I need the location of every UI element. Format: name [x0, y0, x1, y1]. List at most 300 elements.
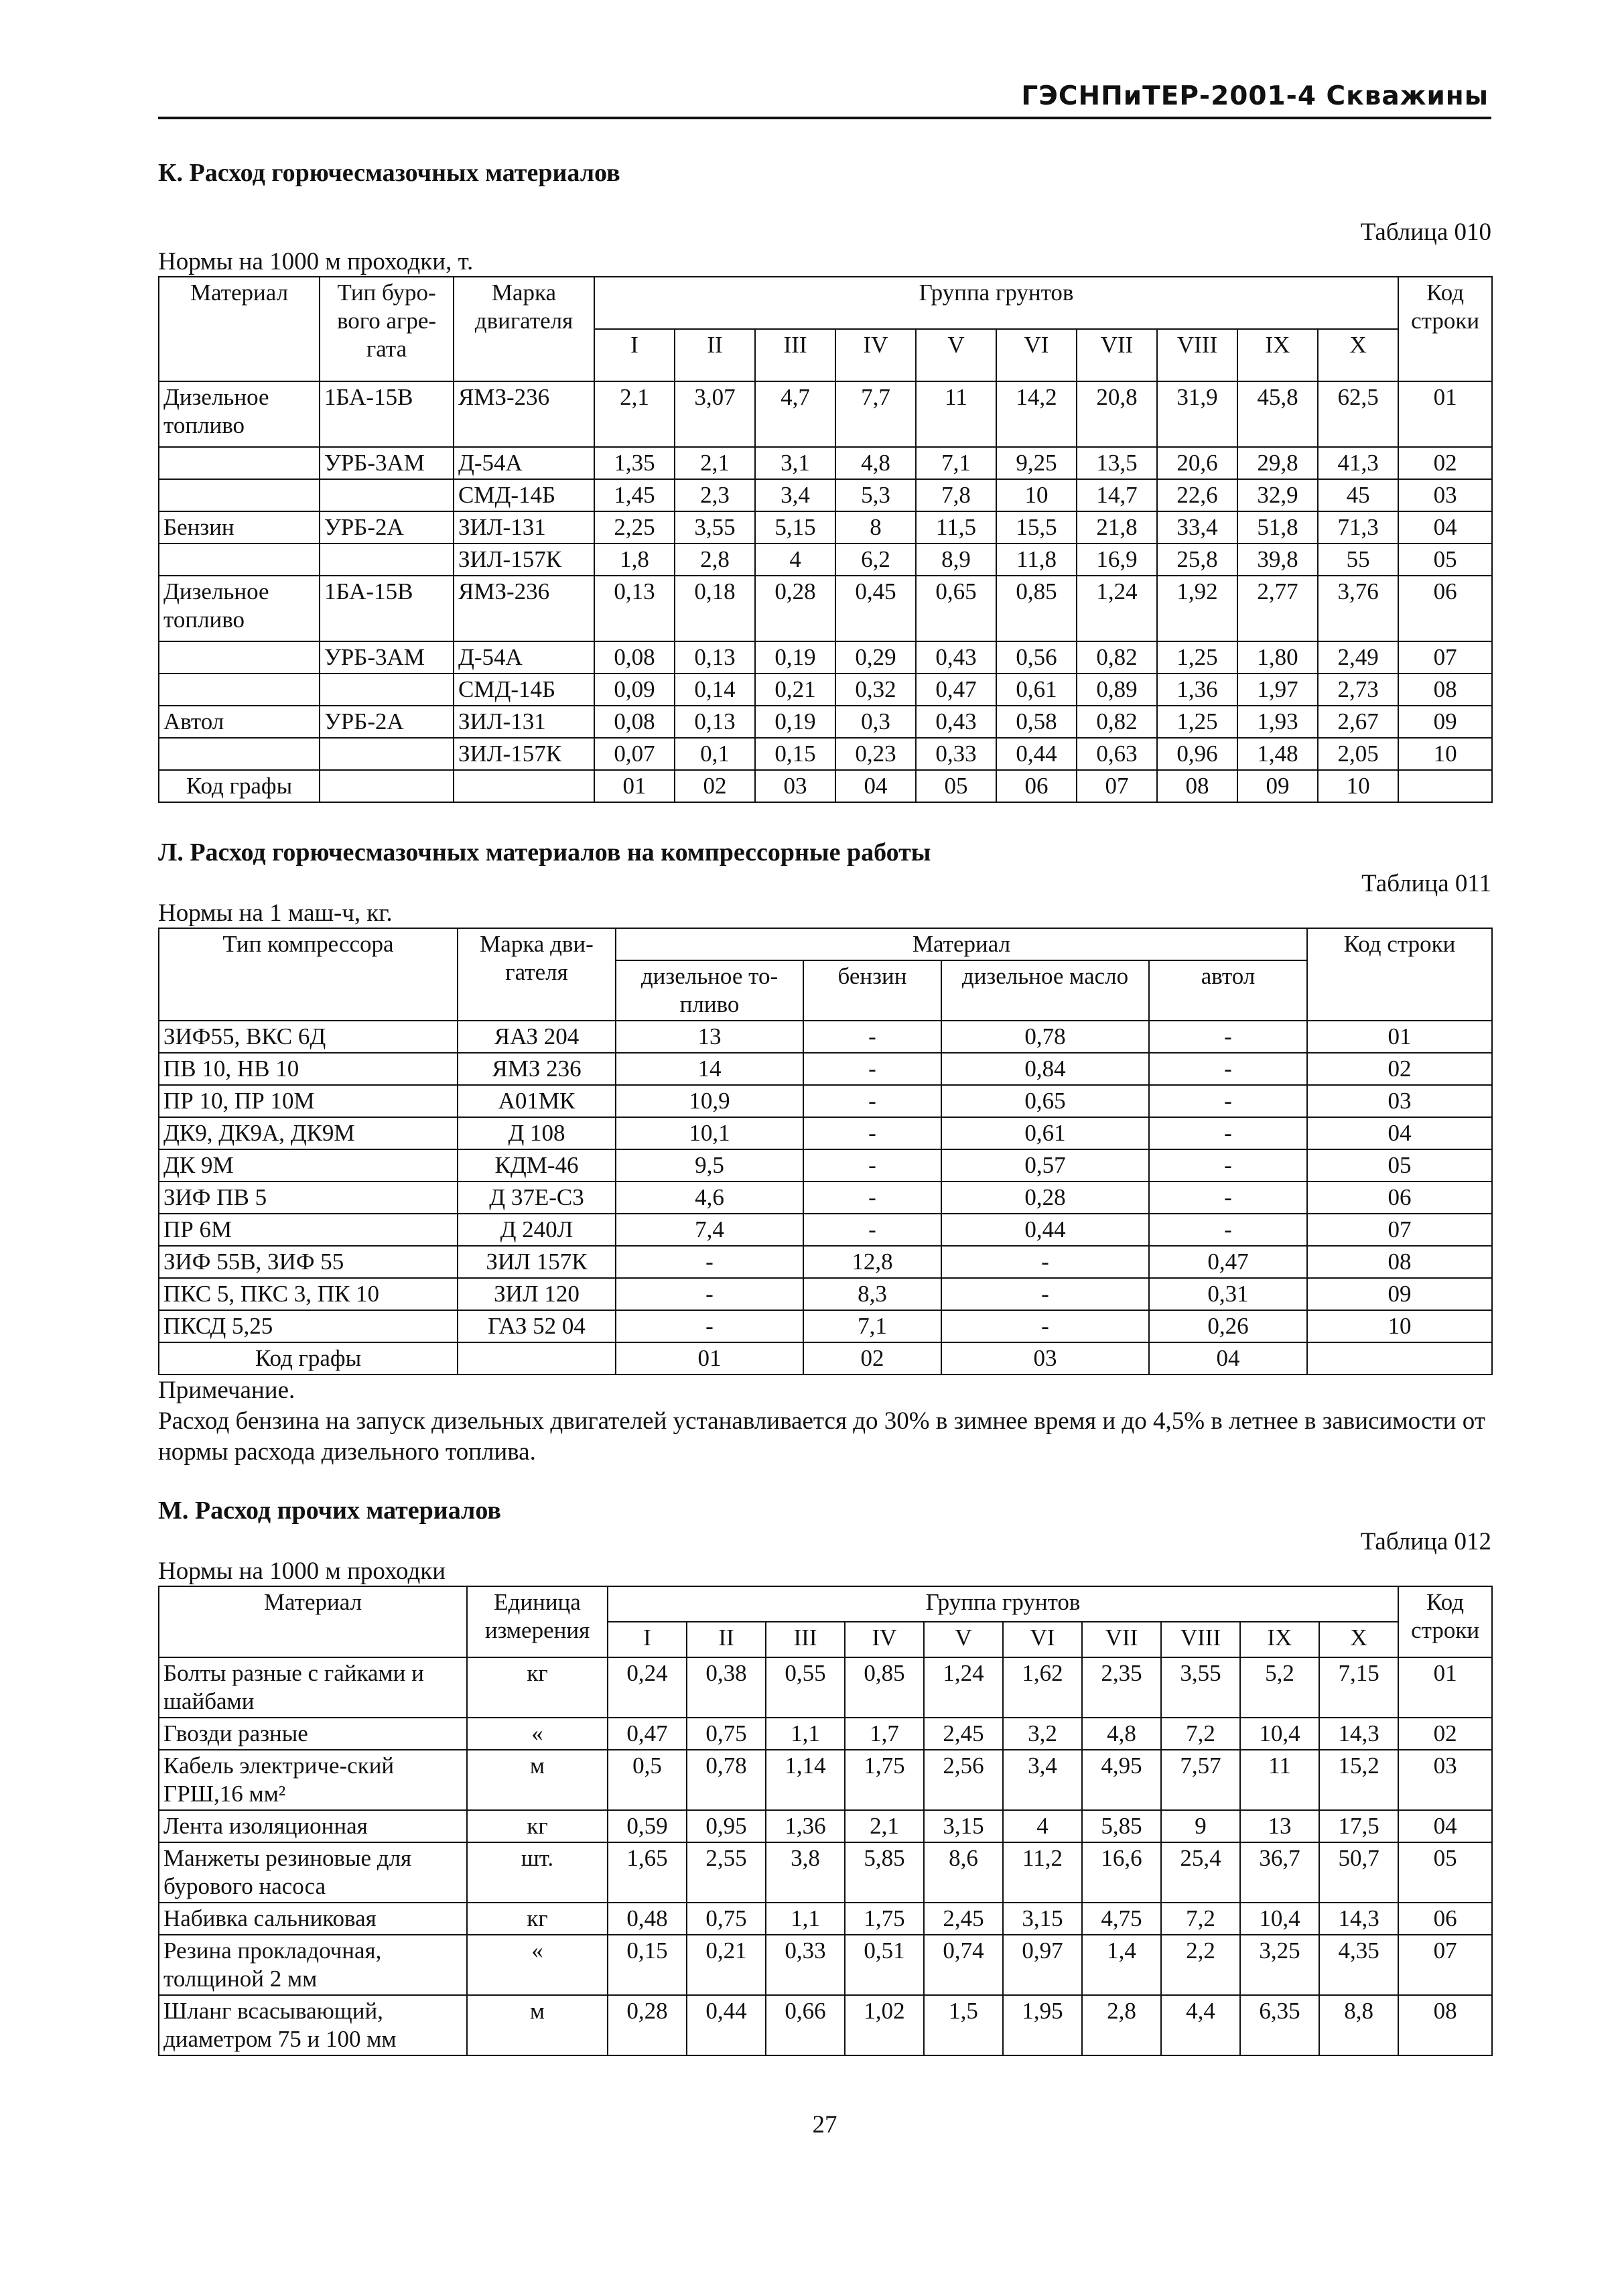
value-cell: - — [1149, 1021, 1307, 1053]
value-cell: 0,15 — [755, 738, 835, 770]
value-cell: 1,24 — [924, 1657, 1003, 1718]
value-cell: 0,18 — [675, 576, 755, 641]
page-header: ГЭСНПиТЕР-2001-4 Скважины — [158, 80, 1491, 119]
value-cell: - — [941, 1246, 1149, 1278]
table-010-norms: Нормы на 1000 м проходки, т. — [158, 248, 474, 275]
value-cell: 0,47 — [608, 1718, 687, 1750]
value-cell: 0,48 — [608, 1903, 687, 1935]
value-cell: 1,97 — [1237, 674, 1318, 706]
unit-cell: кг — [467, 1810, 608, 1842]
value-cell: 8,3 — [803, 1278, 941, 1310]
engine-cell: ЗИЛ-131 — [454, 706, 594, 738]
row-code-cell: 08 — [1307, 1246, 1492, 1278]
table-row — [159, 674, 1492, 706]
value-cell: 8,8 — [1319, 1995, 1398, 2055]
value-cell: 45 — [1318, 479, 1398, 511]
value-cell: 0,13 — [594, 576, 675, 641]
row-code-cell: 03 — [1398, 479, 1492, 511]
table-row — [159, 1021, 1492, 1053]
row-code-cell: 04 — [1398, 511, 1492, 544]
value-cell: 0,66 — [766, 1995, 845, 2055]
material-cell: Манжеты резиновые для бурового насоса — [159, 1842, 467, 1903]
value-cell: 0,75 — [687, 1903, 766, 1935]
material-header-4: автол — [1149, 960, 1307, 1021]
group-header-5: V — [924, 1622, 1003, 1657]
material-cell — [159, 447, 320, 479]
col-header-engine: Марка дви-гателя — [458, 928, 616, 1021]
value-cell: 0,61 — [996, 674, 1077, 706]
column-code-cell: 01 — [616, 1342, 803, 1375]
group-header-10: X — [1319, 1622, 1398, 1657]
value-cell: 0,08 — [594, 641, 675, 674]
table-012-norms: Нормы на 1000 м проходки — [158, 1557, 446, 1585]
value-cell: - — [1149, 1053, 1307, 1085]
value-cell: 2,25 — [594, 511, 675, 544]
value-cell: 0,78 — [687, 1750, 766, 1810]
document-page — [158, 80, 1491, 2141]
value-cell: - — [941, 1278, 1149, 1310]
value-cell: 14,7 — [1077, 479, 1157, 511]
empty-cell — [458, 1342, 616, 1375]
value-cell: 3,55 — [675, 511, 755, 544]
value-cell: 8,9 — [916, 544, 996, 576]
value-cell: 1,75 — [845, 1903, 924, 1935]
value-cell: 0,47 — [1149, 1246, 1307, 1278]
material-cell: Бензин — [159, 511, 320, 544]
material-cell: Дизельное топливо — [159, 381, 320, 447]
value-cell: 36,7 — [1240, 1842, 1319, 1903]
group-header-5: V — [916, 329, 996, 381]
unit-type-cell — [320, 479, 454, 511]
value-cell: 62,5 — [1318, 381, 1398, 447]
value-cell: 25,4 — [1161, 1842, 1240, 1903]
row-code-cell: 07 — [1307, 1214, 1492, 1246]
value-cell: 0,09 — [594, 674, 675, 706]
value-cell: 0,19 — [755, 706, 835, 738]
engine-cell: СМД-14Б — [454, 674, 594, 706]
value-cell: 3,25 — [1240, 1935, 1319, 1995]
table-010 — [158, 276, 1493, 803]
column-code-cell: 06 — [996, 770, 1077, 802]
section-k-title: К. Расход горючесмазочных материалов — [158, 159, 620, 187]
compressor-type-cell: ПКСД 5,25 — [159, 1310, 458, 1342]
value-cell: 3,55 — [1161, 1657, 1240, 1718]
value-cell: 1,65 — [608, 1842, 687, 1903]
column-code-cell: 09 — [1237, 770, 1318, 802]
unit-type-cell — [320, 738, 454, 770]
table-row — [159, 447, 1492, 479]
value-cell: 7,2 — [1161, 1718, 1240, 1750]
table-row — [159, 1935, 1492, 1995]
value-cell: - — [941, 1310, 1149, 1342]
group-header-8: VIII — [1157, 329, 1237, 381]
value-cell: 1,8 — [594, 544, 675, 576]
column-codes-label: Код графы — [159, 1342, 458, 1375]
value-cell: 50,7 — [1319, 1842, 1398, 1903]
value-cell: 1,1 — [766, 1718, 845, 1750]
value-cell: 9,5 — [616, 1149, 803, 1182]
value-cell: 14,2 — [996, 381, 1077, 447]
value-cell: 2,73 — [1318, 674, 1398, 706]
column-codes-row — [159, 1342, 1492, 1375]
value-cell: 2,1 — [675, 447, 755, 479]
value-cell: 0,3 — [835, 706, 916, 738]
value-cell: 0,28 — [608, 1995, 687, 2055]
table-row — [159, 1718, 1492, 1750]
value-cell: 14,3 — [1319, 1903, 1398, 1935]
value-cell: - — [616, 1278, 803, 1310]
row-code-cell: 01 — [1307, 1021, 1492, 1053]
unit-type-cell — [320, 544, 454, 576]
empty-cell — [1398, 770, 1492, 802]
row-code-cell: 05 — [1398, 1842, 1492, 1903]
value-cell: 3,4 — [1003, 1750, 1082, 1810]
value-cell: 0,65 — [916, 576, 996, 641]
col-header-material: Материал — [616, 928, 1307, 960]
material-cell: Кабель электриче-ский ГРШ,16 мм² — [159, 1750, 467, 1810]
value-cell: 21,8 — [1077, 511, 1157, 544]
value-cell: 0,58 — [996, 706, 1077, 738]
value-cell: 15,2 — [1319, 1750, 1398, 1810]
value-cell: 5,15 — [755, 511, 835, 544]
table-row — [159, 544, 1492, 576]
material-cell — [159, 674, 320, 706]
value-cell: - — [1149, 1182, 1307, 1214]
value-cell: - — [803, 1085, 941, 1117]
row-code-cell: 04 — [1307, 1117, 1492, 1149]
compressor-type-cell: ЗИФ ПВ 5 — [159, 1182, 458, 1214]
group-header-4: IV — [835, 329, 916, 381]
value-cell: 0,96 — [1157, 738, 1237, 770]
value-cell: - — [616, 1310, 803, 1342]
material-cell: Автол — [159, 706, 320, 738]
compressor-type-cell: ПВ 10, НВ 10 — [159, 1053, 458, 1085]
value-cell: 0,97 — [1003, 1935, 1082, 1995]
value-cell: 6,2 — [835, 544, 916, 576]
value-cell: - — [1149, 1149, 1307, 1182]
value-cell: 2,8 — [675, 544, 755, 576]
table-row — [159, 1117, 1492, 1149]
engine-cell: ЗИЛ-157К — [454, 544, 594, 576]
table-011-norms: Нормы на 1 маш-ч, кг. — [158, 899, 393, 927]
table-012-label: Таблица 012 — [1360, 1528, 1491, 1555]
value-cell: 1,75 — [845, 1750, 924, 1810]
column-code-cell: 05 — [916, 770, 996, 802]
table-row — [159, 381, 1492, 447]
compressor-type-cell: ДК 9М — [159, 1149, 458, 1182]
row-code-cell: 01 — [1398, 1657, 1492, 1718]
value-cell: 7,7 — [835, 381, 916, 447]
value-cell: 0,43 — [916, 706, 996, 738]
engine-cell: КДМ-46 — [458, 1149, 616, 1182]
value-cell: 2,77 — [1237, 576, 1318, 641]
table-row — [159, 576, 1492, 641]
value-cell: 1,93 — [1237, 706, 1318, 738]
value-cell: 9,25 — [996, 447, 1077, 479]
value-cell: 5,2 — [1240, 1657, 1319, 1718]
value-cell: 0,95 — [687, 1810, 766, 1842]
value-cell: 0,45 — [835, 576, 916, 641]
value-cell: - — [1149, 1085, 1307, 1117]
value-cell: 2,8 — [1082, 1995, 1161, 2055]
value-cell: 0,51 — [845, 1935, 924, 1995]
value-cell: 0,47 — [916, 674, 996, 706]
value-cell: 16,9 — [1077, 544, 1157, 576]
value-cell: 0,56 — [996, 641, 1077, 674]
value-cell: 0,84 — [941, 1053, 1149, 1085]
material-cell: Гвозди разные — [159, 1718, 467, 1750]
group-header-4: IV — [845, 1622, 924, 1657]
table-row — [159, 1278, 1492, 1310]
unit-type-cell: 1БА-15В — [320, 381, 454, 447]
value-cell: 2,2 — [1161, 1935, 1240, 1995]
value-cell: 71,3 — [1318, 511, 1398, 544]
engine-cell: ЯМЗ-236 — [454, 576, 594, 641]
value-cell: 41,3 — [1318, 447, 1398, 479]
value-cell: 10,9 — [616, 1085, 803, 1117]
group-header-3: III — [755, 329, 835, 381]
value-cell: 29,8 — [1237, 447, 1318, 479]
row-code-cell: 02 — [1307, 1053, 1492, 1085]
material-header-2: бензин — [803, 960, 941, 1021]
value-cell: 0,63 — [1077, 738, 1157, 770]
value-cell: 2,67 — [1318, 706, 1398, 738]
value-cell: 51,8 — [1237, 511, 1318, 544]
value-cell: 4,7 — [755, 381, 835, 447]
compressor-type-cell: ЗИФ55, ВКС 6Д — [159, 1021, 458, 1053]
column-code-cell: 04 — [835, 770, 916, 802]
unit-type-cell: УРБ-3АМ — [320, 641, 454, 674]
value-cell: 0,21 — [687, 1935, 766, 1995]
table-row — [159, 1310, 1492, 1342]
group-header-1: I — [594, 329, 675, 381]
row-code-cell: 10 — [1307, 1310, 1492, 1342]
unit-cell: « — [467, 1718, 608, 1750]
note-text: Расход бензина на запуск дизельных двигателей устанавливается до 30% в зимнее время и до 4,5% в летнее в зависимости от нормы расхода дизельного топлива. — [158, 1407, 1485, 1466]
value-cell: 2,55 — [687, 1842, 766, 1903]
value-cell: 1,36 — [1157, 674, 1237, 706]
col-header-unit-type: Тип буро-вого агре-гата — [320, 277, 454, 381]
value-cell: 0,74 — [924, 1935, 1003, 1995]
unit-cell: шт. — [467, 1842, 608, 1903]
compressor-type-cell: ПР 10, ПР 10М — [159, 1085, 458, 1117]
value-cell: 0,85 — [996, 576, 1077, 641]
unit-cell: кг — [467, 1657, 608, 1718]
unit-type-cell: УРБ-2А — [320, 706, 454, 738]
value-cell: 0,43 — [916, 641, 996, 674]
row-code-cell: 03 — [1398, 1750, 1492, 1810]
value-cell: 3,15 — [1003, 1903, 1082, 1935]
engine-cell: ЗИЛ 157К — [458, 1246, 616, 1278]
value-cell: 0,75 — [687, 1718, 766, 1750]
col-header-material: Материал — [159, 277, 320, 381]
value-cell: 0,31 — [1149, 1278, 1307, 1310]
engine-cell: ЯМЗ-236 — [454, 381, 594, 447]
engine-cell: Д 37Е-С3 — [458, 1182, 616, 1214]
column-code-cell: 01 — [594, 770, 675, 802]
group-header-9: IX — [1240, 1622, 1319, 1657]
row-code-cell: 08 — [1398, 674, 1492, 706]
value-cell: 0,38 — [687, 1657, 766, 1718]
value-cell: - — [803, 1053, 941, 1085]
value-cell: 0,23 — [835, 738, 916, 770]
unit-cell: м — [467, 1995, 608, 2055]
value-cell: 6,35 — [1240, 1995, 1319, 2055]
value-cell: - — [1149, 1117, 1307, 1149]
value-cell: 3,8 — [766, 1842, 845, 1903]
material-cell — [159, 738, 320, 770]
row-code-cell: 02 — [1398, 1718, 1492, 1750]
value-cell: 5,85 — [1082, 1810, 1161, 1842]
value-cell: 1,80 — [1237, 641, 1318, 674]
engine-cell: ЯАЗ 204 — [458, 1021, 616, 1053]
value-cell: 4,6 — [616, 1182, 803, 1214]
value-cell: 0,44 — [687, 1995, 766, 2055]
row-code-cell: 06 — [1307, 1182, 1492, 1214]
value-cell: 0,21 — [755, 674, 835, 706]
value-cell: 1,25 — [1157, 706, 1237, 738]
table-row — [159, 1903, 1492, 1935]
value-cell: 31,9 — [1157, 381, 1237, 447]
value-cell: 0,61 — [941, 1117, 1149, 1149]
group-header-6: VI — [1003, 1622, 1082, 1657]
value-cell: 4,8 — [835, 447, 916, 479]
table-row — [159, 738, 1492, 770]
value-cell: 32,9 — [1237, 479, 1318, 511]
value-cell: 0,33 — [766, 1935, 845, 1995]
engine-cell: ЯМЗ 236 — [458, 1053, 616, 1085]
engine-cell: А01МК — [458, 1085, 616, 1117]
unit-type-cell: 1БА-15В — [320, 576, 454, 641]
value-cell: - — [616, 1246, 803, 1278]
engine-cell: ГАЗ 52 04 — [458, 1310, 616, 1342]
engine-cell: ЗИЛ-131 — [454, 511, 594, 544]
value-cell: 2,45 — [924, 1718, 1003, 1750]
table-010-label: Таблица 010 — [1360, 218, 1491, 246]
unit-cell: кг — [467, 1903, 608, 1935]
table-row — [159, 1657, 1492, 1718]
empty-cell — [454, 770, 594, 802]
page-number: 27 — [812, 2111, 837, 2139]
value-cell: 3,07 — [675, 381, 755, 447]
value-cell: 20,6 — [1157, 447, 1237, 479]
table-row — [159, 1149, 1492, 1182]
section-m-title: М. Расход прочих материалов — [158, 1496, 501, 1525]
value-cell: 4 — [755, 544, 835, 576]
value-cell: 0,82 — [1077, 641, 1157, 674]
value-cell: 0,13 — [675, 641, 755, 674]
value-cell: 1,62 — [1003, 1657, 1082, 1718]
value-cell: 0,57 — [941, 1149, 1149, 1182]
table-row — [159, 511, 1492, 544]
value-cell: 2,1 — [594, 381, 675, 447]
material-cell: Болты разные с гайками и шайбами — [159, 1657, 467, 1718]
section-l-title: Л. Расход горючесмазочных материалов на компрессорные работы — [158, 838, 931, 867]
value-cell: - — [803, 1117, 941, 1149]
material-header-3: дизельное масло — [941, 960, 1149, 1021]
value-cell: 4,8 — [1082, 1718, 1161, 1750]
value-cell: 0,28 — [941, 1182, 1149, 1214]
col-header-code: Код строки — [1398, 277, 1492, 381]
value-cell: - — [1149, 1214, 1307, 1246]
col-header-code: Код строки — [1307, 928, 1492, 1021]
value-cell: 10,4 — [1240, 1903, 1319, 1935]
value-cell: 0,33 — [916, 738, 996, 770]
value-cell: 1,4 — [1082, 1935, 1161, 1995]
column-codes-row — [159, 770, 1492, 802]
table-row — [159, 706, 1492, 738]
value-cell: 39,8 — [1237, 544, 1318, 576]
table-row — [159, 641, 1492, 674]
col-header-compressor-type: Тип компрессора — [159, 928, 458, 1021]
value-cell: 4,35 — [1319, 1935, 1398, 1995]
column-code-cell: 10 — [1318, 770, 1398, 802]
value-cell: 0,5 — [608, 1750, 687, 1810]
value-cell: 7,4 — [616, 1214, 803, 1246]
value-cell: 1,92 — [1157, 576, 1237, 641]
value-cell: 1,45 — [594, 479, 675, 511]
table-row — [159, 1214, 1492, 1246]
value-cell: 2,56 — [924, 1750, 1003, 1810]
value-cell: 5,85 — [845, 1842, 924, 1903]
row-code-cell: 08 — [1398, 1995, 1492, 2055]
value-cell: 2,3 — [675, 479, 755, 511]
value-cell: 25,8 — [1157, 544, 1237, 576]
value-cell: 10,4 — [1240, 1718, 1319, 1750]
empty-cell — [1307, 1342, 1492, 1375]
value-cell: 0,14 — [675, 674, 755, 706]
value-cell: 0,19 — [755, 641, 835, 674]
table-row — [159, 1995, 1492, 2055]
column-code-cell: 02 — [803, 1342, 941, 1375]
value-cell: 1,25 — [1157, 641, 1237, 674]
value-cell: 4 — [1003, 1810, 1082, 1842]
material-cell: Шланг всасывающий, диаметром 75 и 100 мм — [159, 1995, 467, 2055]
value-cell: 1,14 — [766, 1750, 845, 1810]
unit-type-cell: УРБ-2А — [320, 511, 454, 544]
material-cell: Лента изоляционная — [159, 1810, 467, 1842]
table-row — [159, 1246, 1492, 1278]
table-row — [159, 1750, 1492, 1810]
engine-cell: ЗИЛ 120 — [458, 1278, 616, 1310]
column-code-cell: 03 — [755, 770, 835, 802]
unit-cell: « — [467, 1935, 608, 1995]
value-cell: 10 — [996, 479, 1077, 511]
value-cell: 7,2 — [1161, 1903, 1240, 1935]
engine-cell: Д-54А — [454, 641, 594, 674]
col-header-group: Группа грунтов — [594, 277, 1398, 329]
material-cell — [159, 479, 320, 511]
group-header-7: VII — [1082, 1622, 1161, 1657]
unit-cell: м — [467, 1750, 608, 1810]
value-cell: - — [803, 1021, 941, 1053]
value-cell: 12,8 — [803, 1246, 941, 1278]
value-cell: 20,8 — [1077, 381, 1157, 447]
table-012 — [158, 1586, 1493, 2056]
row-code-cell: 07 — [1398, 641, 1492, 674]
group-header-2: II — [675, 329, 755, 381]
value-cell: 1,36 — [766, 1810, 845, 1842]
value-cell: 3,76 — [1318, 576, 1398, 641]
value-cell: 0,1 — [675, 738, 755, 770]
value-cell: 1,35 — [594, 447, 675, 479]
material-cell: Резина прокладочная, толщиной 2 мм — [159, 1935, 467, 1995]
unit-type-cell — [320, 674, 454, 706]
value-cell: 4,75 — [1082, 1903, 1161, 1935]
value-cell: 0,65 — [941, 1085, 1149, 1117]
group-header-6: VI — [996, 329, 1077, 381]
value-cell: 2,35 — [1082, 1657, 1161, 1718]
